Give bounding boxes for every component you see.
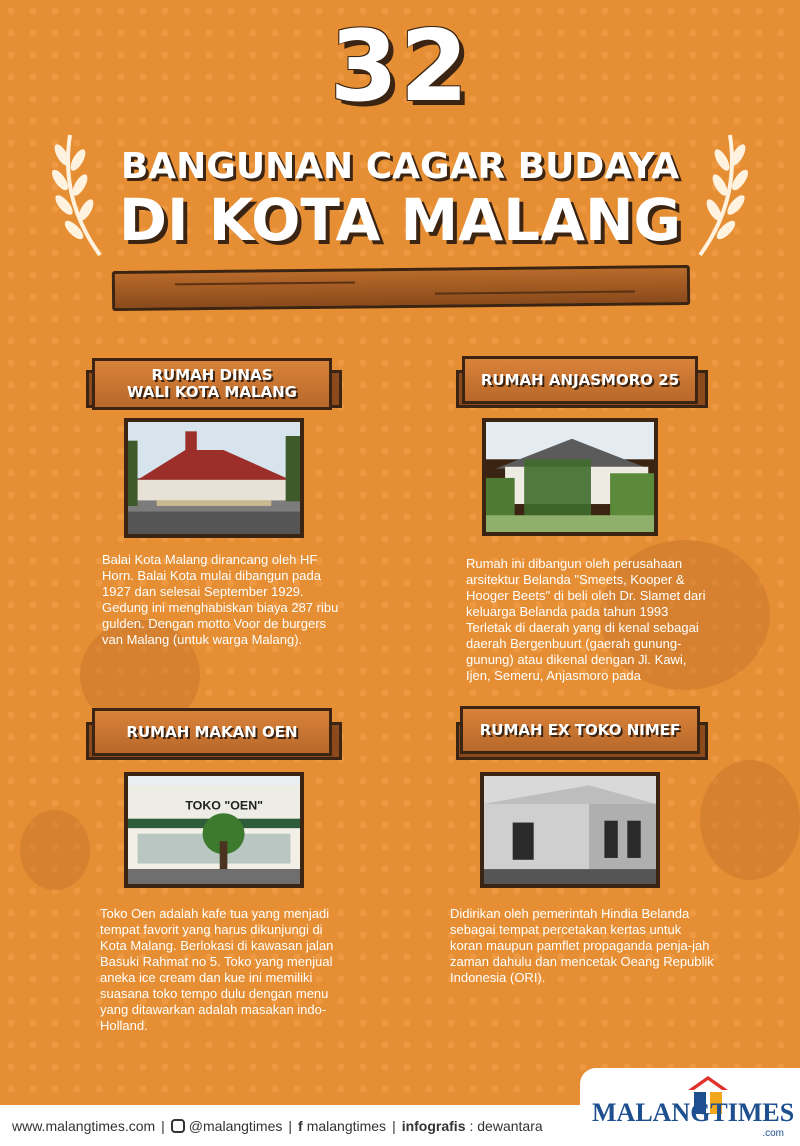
instagram-icon: [171, 1119, 185, 1133]
wood-plank-divider: [112, 265, 690, 311]
item-description: Didirikan oleh pemerintah Hindia Belanda sebagai tempat percetakan kertas untuk koran maupun pamflet propaganda penja-jah zaman dahulu dan mencetak Oeang Republik Indonesia (ORI).: [450, 906, 714, 985]
footer-facebook[interactable]: malangtimes: [306, 1117, 387, 1134]
footer-website[interactable]: www.malangtimes.com: [12, 1117, 156, 1134]
footer-separator: |: [288, 1117, 293, 1134]
item-photo-nimef: [480, 772, 660, 888]
headline-line-1: BANGUNAN CAGAR BUDAYA: [120, 146, 680, 187]
item-title: RUMAH EX TOKO NIMEF: [479, 720, 681, 739]
item-description: Balai Kota Malang dirancang oleh HF Horn. Balai Kota mulai dibangun pada 1927 dan selesai September 1929. Gedung ini menghabiskan biaya 287 ribu gulden. Dengan motto Voor de burgers van Malang (untuk warga Malang).: [102, 552, 339, 647]
item-title: RUMAH MAKAN OEN: [126, 722, 298, 741]
item-title-sign: [92, 708, 332, 756]
item-title: RUMAH ANJASMORO 25: [480, 370, 680, 389]
toko-oen-sign-text: TOKO "OEN": [185, 798, 264, 813]
headline-line-2: DI KOTA MALANG: [118, 186, 682, 254]
item-photo-toko-oen: [124, 772, 304, 888]
item-title-line1: RUMAH DINAS: [151, 366, 273, 384]
facebook-icon: f: [298, 1117, 303, 1134]
footer-credit-name: : dewantara: [469, 1117, 543, 1134]
logo-sub: .com: [762, 1128, 784, 1139]
item-photo-balai-kota: [124, 418, 304, 538]
background-shape: [700, 760, 800, 880]
malangtimes-logo[interactable]: [580, 1068, 800, 1146]
logo-text: MALANGTIMES: [592, 1098, 795, 1127]
item-description: Toko Oen adalah kafe tua yang menjadi tempat favorit yang harus dikunjungi di Kota Malang. Berlokasi di kawasan jalan Basuki Rahmat no 5. Toko yang menjual aneka ice cream dan kue ini memiliki suasana toko tempo dulu dengan menu yang ditawarkan adalah masakan indo- Holland.: [100, 906, 334, 1033]
footer-instagram[interactable]: @malangtimes: [188, 1117, 283, 1134]
background-shape: [20, 810, 90, 890]
footer-separator: |: [392, 1117, 396, 1134]
item-title-sign: [460, 706, 700, 754]
item-photo-anjasmoro: [482, 418, 658, 536]
headline-number: 32: [329, 10, 471, 124]
footer-separator: |: [161, 1117, 165, 1134]
item-title-sign: [92, 358, 332, 410]
item-title-sign: [462, 356, 698, 404]
item-title-line2: WALI KOTA MALANG: [126, 383, 297, 401]
item-description: Rumah ini dibangun oleh perusahaan arsitektur Belanda "Smeets, Kooper & Hooger Beets" di beli oleh Dr. Slamet dari keluarga Belanda pada tahun 1993 Terletak di daerah yang di kenal sebagai daerah Bergenbuurt (gaerah gunung-gunung) atau dikenal dengan Jl. Kawi, Ijen, Semeru, Anjasmoro pada: [466, 556, 706, 683]
footer-credit-label: infografis: [401, 1117, 466, 1134]
